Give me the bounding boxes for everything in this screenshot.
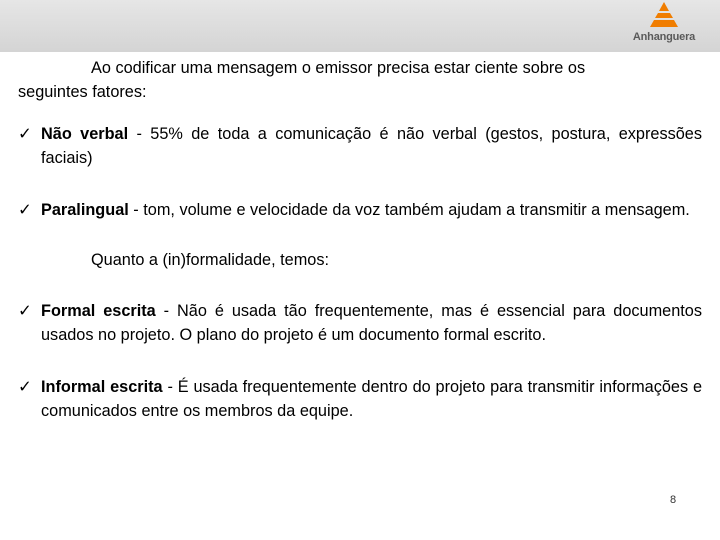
bullet-text: - Não é usada tão frequentemente, mas é essencial para documentos usados no projeto. O plano do projeto é um documento formal escrito. bbox=[41, 302, 702, 344]
anhanguera-logo-icon bbox=[647, 2, 681, 30]
bullet-term: Informal escrita bbox=[41, 378, 163, 396]
brand-logo bbox=[628, 2, 700, 48]
bullet-nao-verbal bbox=[18, 122, 702, 170]
slide-content bbox=[18, 56, 702, 423]
page-number: 8 bbox=[670, 494, 677, 506]
check-icon: ✓ bbox=[18, 302, 32, 320]
brand-name: Anhanguera bbox=[632, 31, 696, 43]
bullet-term: Formal escrita bbox=[41, 302, 156, 320]
bullet-term: Paralingual bbox=[41, 201, 129, 219]
check-icon: ✓ bbox=[18, 125, 32, 143]
bullet-paralingual bbox=[18, 198, 702, 222]
bullet-formal-escrita bbox=[18, 299, 702, 347]
subheading: Quanto a (in)formalidade, temos: bbox=[91, 251, 330, 269]
check-icon: ✓ bbox=[18, 378, 32, 396]
bullet-text: - tom, volume e velocidade da voz também ajudam a transmitir a mensagem. bbox=[128, 201, 690, 219]
check-icon: ✓ bbox=[18, 201, 32, 219]
bullet-term: Não verbal bbox=[41, 125, 129, 143]
bullet-informal-escrita bbox=[18, 375, 702, 423]
intro-line-2: seguintes fatores: bbox=[18, 83, 147, 101]
header-band bbox=[0, 0, 720, 52]
bullet-text: - É usada frequentemente dentro do projeto para transmitir informações e comunicados entre os membros da equipe. bbox=[41, 378, 702, 420]
bullet-text: - 55% de toda a comunicação é não verbal (gestos, postura, expressões faciais) bbox=[41, 125, 702, 167]
intro-line-1: Ao codificar uma mensagem o emissor precisa estar ciente sobre os bbox=[91, 59, 586, 77]
